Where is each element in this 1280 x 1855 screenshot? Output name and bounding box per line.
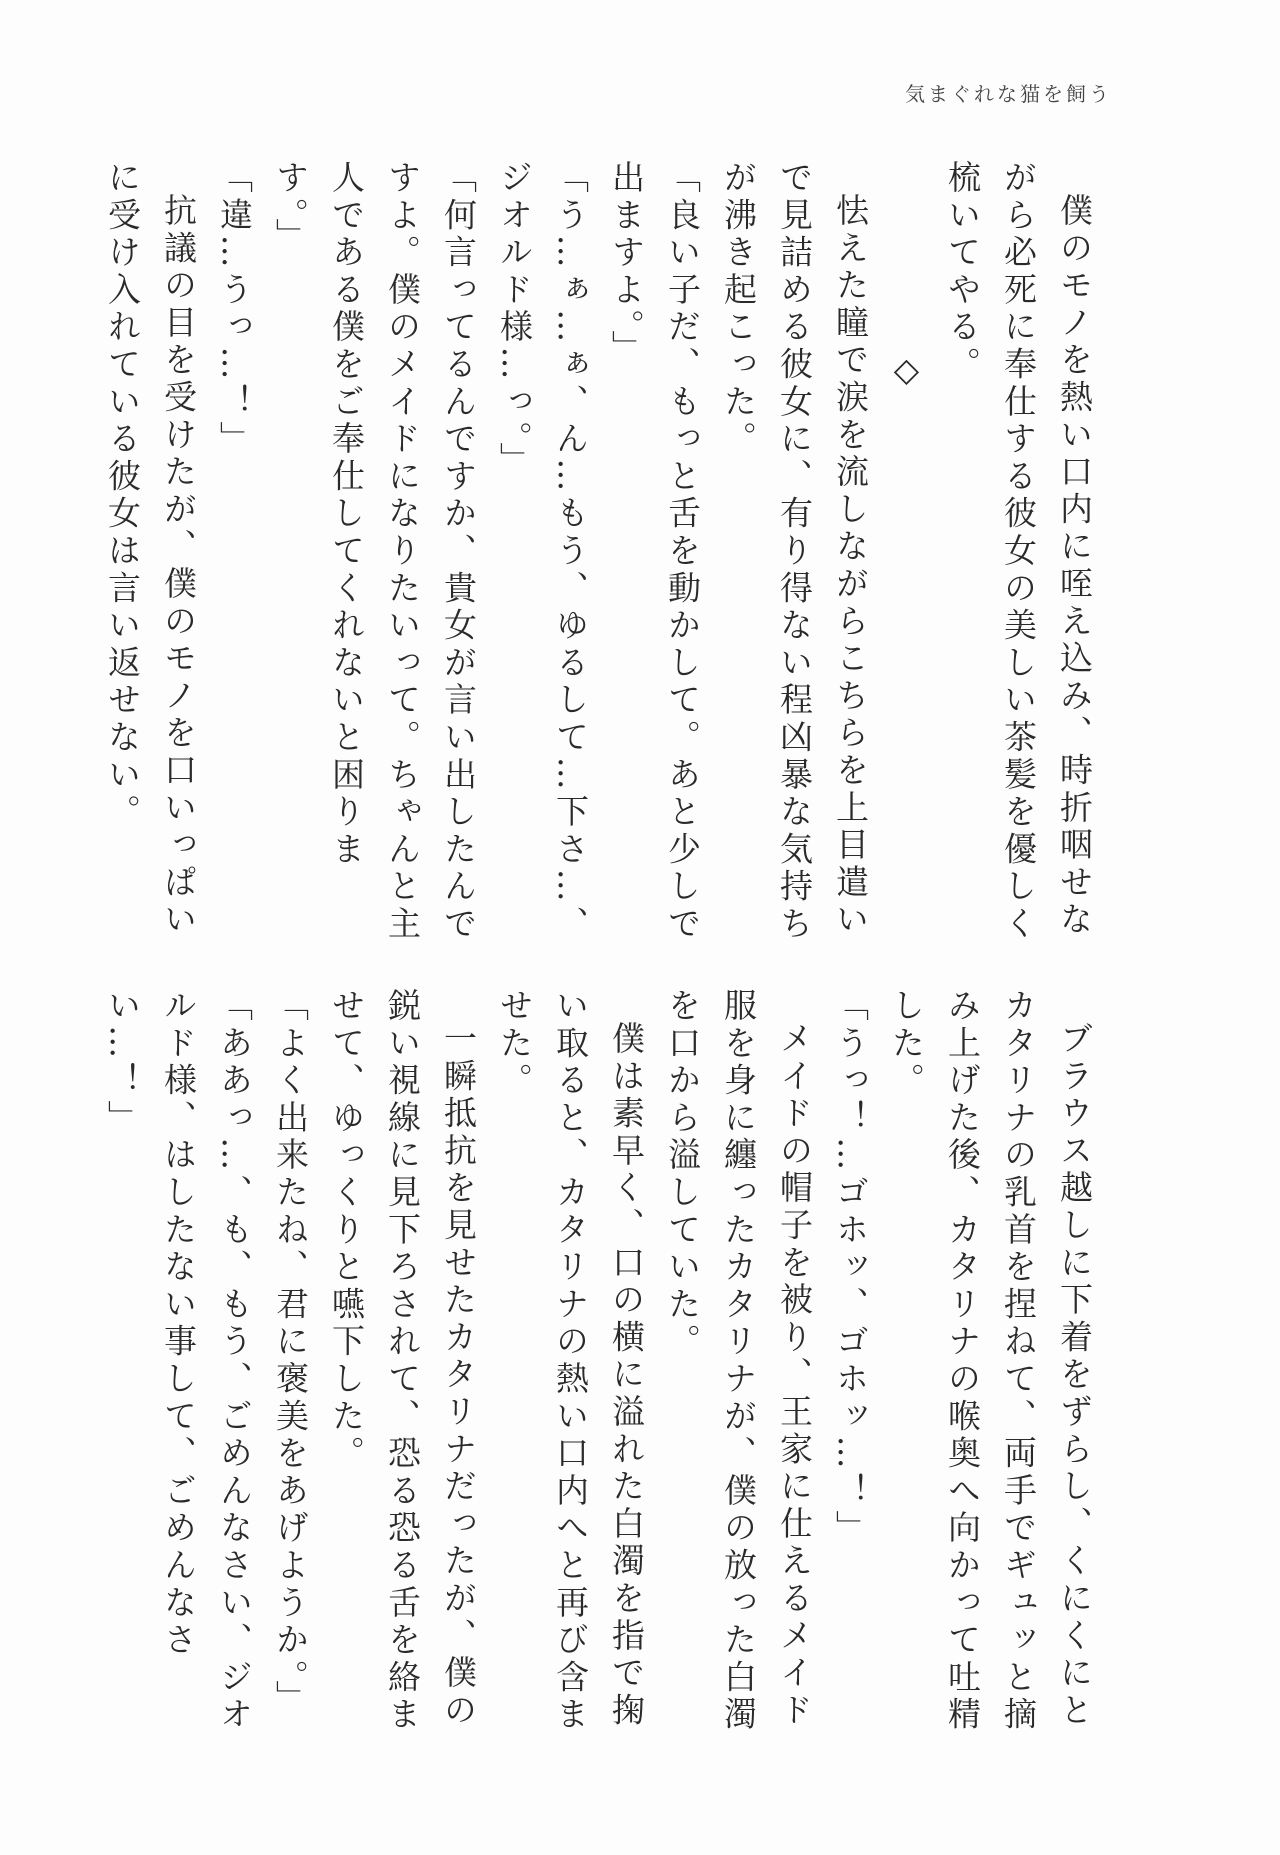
- paragraph: 怯えた瞳で涙を流しながらこちらを上目遣いで見詰める彼女に、有り得ない程凶暴な気持ちが沸き起こった。: [719, 160, 870, 944]
- dialogue-line: 「ああっ…、も、もう、ごめんなさい、ジオルド様、はしたない事して、ごめんなさい…！」: [103, 988, 254, 1734]
- dialogue-line: 「よく出来たね、君に褒美をあげようか。」: [271, 988, 310, 1718]
- paragraph: メイドの帽子を被り、王家に仕えるメイド服を身に纏ったカタリナが、僕の放った白濁を口から溢していた。: [663, 988, 814, 1734]
- paragraph: 僕は素早く、口の横に溢れた白濁を指で掬い取ると、カタリナの熱い口内へと再び含ませた。: [495, 988, 646, 1734]
- paragraph: 僕のモノを熱い口内に咥え込み、時折咽せながら必死に奉仕する彼女の美しい茶髪を優しく梳いてやる。: [943, 160, 1094, 944]
- running-header-title: 気まぐれな猫を飼う: [905, 82, 1112, 106]
- paragraph: ブラウス越しに下着をずらし、くにくにとカタリナの乳首を捏ねて、両手でギュッと摘み上げた後、カタリナの喉奥へ向かって吐精した。: [887, 988, 1094, 1734]
- dialogue-line: 「う…ぁ…ぁ、ん…もう、ゆるして…下さ…、ジオルド様…っ。」: [495, 160, 590, 944]
- top-text-block: [94, 160, 1102, 945]
- dialogue-line: 「違…うっ…！」: [215, 160, 254, 459]
- paragraph: 一瞬抵抗を見せたカタリナだったが、僕の鋭い視線に見下ろされて、恐る恐る舌を絡ませて、ゆっくりと嚥下した。: [327, 988, 478, 1734]
- dialogue-line: 「うっ！…ゴホッ、ゴホッ…！」: [831, 988, 870, 1548]
- dialogue-line: 「何言ってるんですか、貴女が言い出したんですよ。僕のメイドになりたいって。ちゃんと主人である僕をご奉仕してくれないと困ります。」: [271, 160, 478, 944]
- dialogue-line: 「良い子だ、もっと舌を動かして。あと少しで出ますよ。」: [607, 160, 702, 944]
- scene-break-mark: ◇: [887, 350, 926, 394]
- bottom-text-block: [94, 988, 1102, 1758]
- paragraph: 抗議の目を受けたが、僕のモノを口いっぱいに受け入れている彼女は言い返せない。: [103, 160, 198, 939]
